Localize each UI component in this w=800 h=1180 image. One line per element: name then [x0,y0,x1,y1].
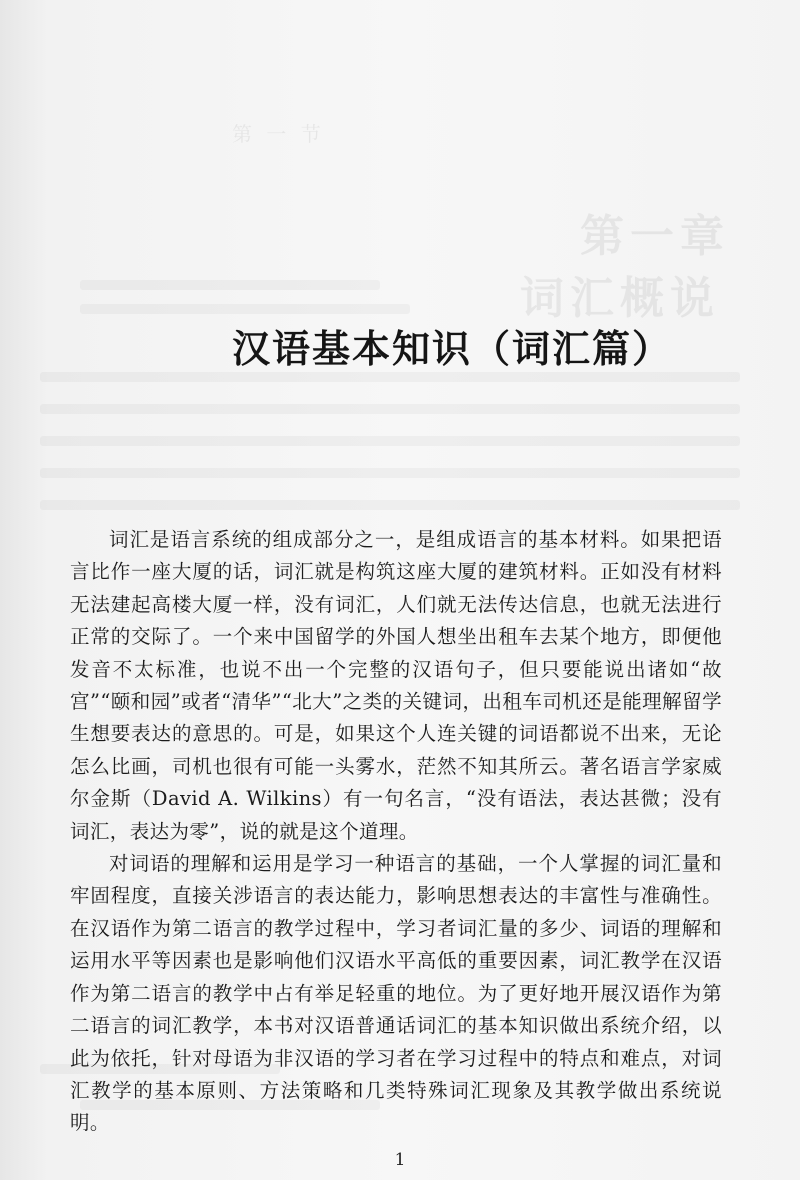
paragraph-2: 对词语的理解和运用是学习一种语言的基础，一个人掌握的词汇量和牢固程度，直接关涉语言的表达能力，影响思想表达的丰富性与准确性。在汉语作为第二语言的教学过程中，学习者词汇量的多少、词语的理解和运用水平等因素也是影响他们汉语水平高低的重要因素，词汇教学在汉语作为第二语言的教学中占有举足轻重的地位。为了更好地开展汉语作为第二语言的词汇教学，本书对汉语普通话词汇的基本知识做出系统介绍，以此为依托，针对母语为非汉语的学习者在学习过程中的特点和难点，对词汇教学的基本原则、方法策略和几类特殊词汇现象及其教学做出系统说明。 [70,852,722,1135]
body-text [70,524,722,1140]
show-through-line [40,500,740,510]
show-through-text: 第 一 节 [232,122,325,146]
show-through-line [80,304,410,314]
show-through-text: 词汇概说 [520,273,720,324]
show-through-text: 第一章 [580,211,730,262]
show-through-line [40,468,740,478]
paragraph-1: 词汇是语言系统的组成部分之一，是组成语言的基本材料。如果把语言比作一座大厦的话，词汇就是构筑这座大厦的建筑材料。正如没有材料无法建起高楼大厦一样，没有词汇，人们就无法传达信息，也就无法进行正常的交际了。一个来中国留学的外国人想坐出租车去某个地方，即便他发音不太标准，也说不出一个完整的汉语句子，但只要能说出诸如“故宫”“颐和园”或者“清华”“北大”之类的关键词，出租车司机还是能理解留学生想要表达的意思的。可是，如果这个人连关键的词语都说不出来，无论怎么比画，司机也很有可能一头雾水，茫然不知其所云。著名语言学家威尔金斯（David A. Wilkins）有一句名言，“没有语法，表达甚微；没有词汇，表达为零”，说的就是这个道理。 [70,528,722,843]
show-through-line [40,436,740,446]
show-through-line [80,280,380,290]
page-title: 汉语基本知识（词汇篇） [232,327,673,371]
show-through-line [40,404,740,414]
page-number: 1 [394,1150,406,1170]
show-through-line [40,372,740,382]
